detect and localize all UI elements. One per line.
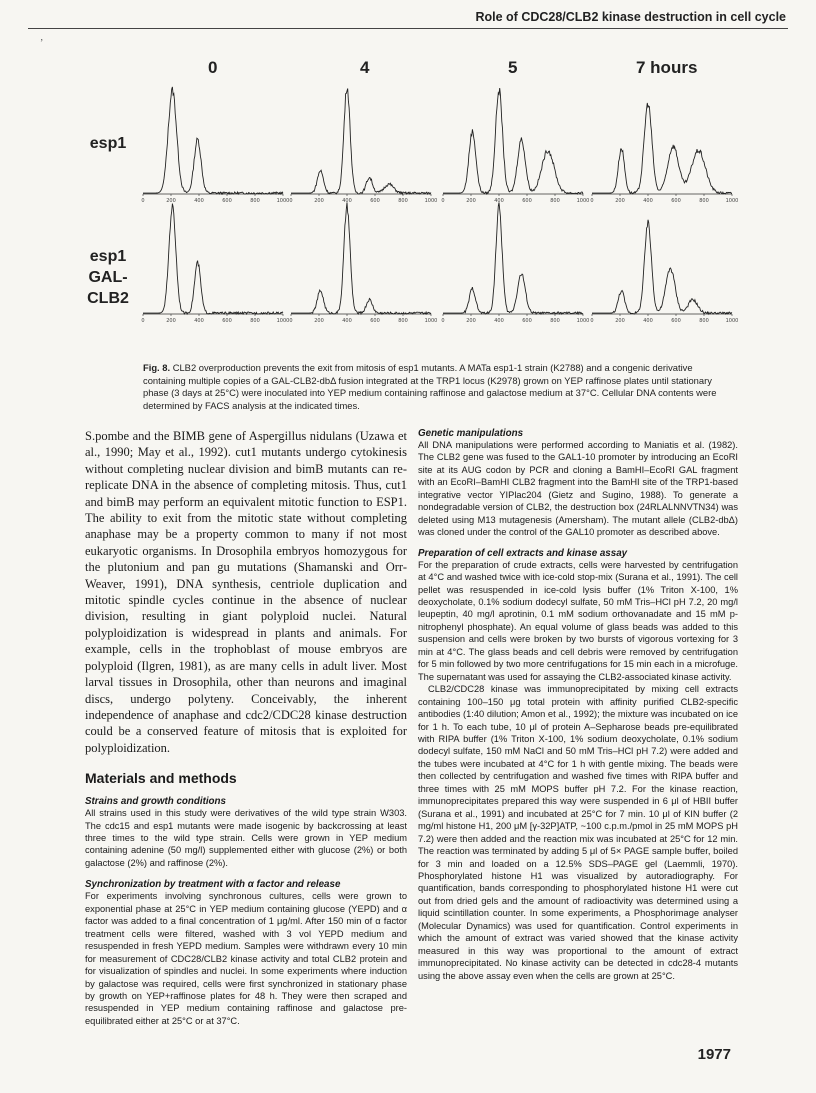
x-tick-label: 800 (398, 318, 408, 324)
x-tick-label: 800 (550, 318, 560, 324)
x-tick-label: 0 (590, 198, 594, 204)
section-title: Materials and methods (85, 770, 237, 787)
x-tick-label: 1000 (576, 318, 590, 324)
dna-content-curve (143, 204, 283, 314)
x-tick-label: 1000 (725, 198, 739, 204)
x-tick-label: 0 (441, 318, 445, 324)
left-column (85, 428, 407, 1027)
x-tick-label: 1000 (424, 198, 438, 204)
dna-content-curve (291, 89, 431, 195)
x-tick-label: 1000 (576, 198, 590, 204)
x-tick-label: 0 (289, 318, 293, 324)
page-number: 1977 (697, 1046, 731, 1063)
x-tick-label: 400 (342, 318, 352, 324)
x-tick-label: 1000 (424, 318, 438, 324)
x-tick-label: 600 (522, 198, 532, 204)
strains-text: All strains used in this study were derivatives of the wild type strain W303. The cdc15 and esp1 mutants were made isogenic by backcrossing at least three times to the wild type strain. Cells were grown in YEP medium containing adenine (50 mg/l) supplemented either with glucose (2%) or both galactose (2%) and raffinose (2%). (85, 808, 407, 868)
dna-content-curve (592, 220, 732, 314)
x-tick-label: 1000 (276, 198, 290, 204)
caption-text: CLB2 overproduction prevents the exit from mitosis of esp1 mutants. A MATa esp1-1 strain (K2788) and a congenic derivative containing multiple copies of a GAL-CLB2-dbΔ fusion integrated at the TRP1 locus (K2978) grown on YEP raffinose plates until stationary phase (3 days at 25°C) were inoculated into YEP medium containing raffinose and galactose medium at 37°C. Cellular DNA contents were determined by FACS analysis at the indicated times. (143, 362, 717, 411)
row-label-line: esp1 (89, 135, 127, 152)
x-tick-label: 0 (289, 198, 293, 204)
right-column (418, 428, 738, 982)
x-tick-label: 800 (699, 318, 709, 324)
facs-histogram-panel (289, 196, 438, 324)
col-header-7h: 7 hours (636, 58, 698, 77)
x-tick-label: 600 (522, 318, 532, 324)
x-tick-label: 400 (643, 198, 653, 204)
facs-histogram-panel (441, 76, 590, 204)
caption-label: Fig. 8. (143, 362, 171, 373)
x-tick-label: 600 (370, 198, 380, 204)
x-tick-label: 200 (615, 318, 625, 324)
x-tick-label: 600 (370, 318, 380, 324)
x-tick-label: 400 (194, 198, 204, 204)
subheading-synchronization: Synchronization by treatment with α factor and release (85, 879, 341, 891)
figure-caption (143, 362, 733, 412)
x-tick-label: 600 (222, 198, 232, 204)
x-tick-label: 200 (314, 318, 324, 324)
x-tick-label: 800 (550, 198, 560, 204)
x-tick-label: 200 (166, 318, 176, 324)
x-tick-label: 1000 (725, 318, 739, 324)
x-tick-label: 200 (166, 198, 176, 204)
extracts-text-1: For the preparation of crude extracts, cells were harvested by centrifugation at 4°C and washed twice with ice-cold stop-mix (Surana et al., 1991). The cell pellet was resuspended in ice-cold lysis buffer (1% Triton X-100, 1% deoxycholate, 0.1% sodium dodecyl sulfate, 50 mM Tris–HCl pH 7.2, 20 mg/l leupeptin, 40 mg/l aprotinin, 0.1 mM sodium orthovanadate and 15 mM p-nitrophenyl phosphate). An equal volume of glass beads was added to this suspension and cells were broken by two bursts of vigorous vortexing for 3 min at 4°C. The glass beads and cell debris were removed by centrifugation for 5 min followed by two more centrifugations for 15 min each in a microfuge. The supernatant was used for assaying the CLB2-associated kinase activity. (418, 559, 738, 682)
facs-histogram-panel (141, 76, 290, 204)
x-tick-label: 800 (699, 198, 709, 204)
x-tick-label: 800 (398, 198, 408, 204)
synchronization-text: For experiments involving synchronous cultures, cells were grown to exponential phase at 25°C in YEP medium containing glucose (YEPD) and α factor was added to a final concentration of 1 μg/ml. After 150 min of α factor treatment cells were filtered, washed with 3 vol YEPD medium and resuspended in fresh YEPD medium. Samples were withdrawn every 10 min for measurement of CDC28/CLB2 kinase activity and total CLB2 protein and for visualization of spindles and nuclei. In some experiments where induction by galactose was required, cells were first synchronized in stationary phase by growth on YEP+raffinose plates for 48 h. They were then scraped and resuspended in YEP medium containing raffinose and galactose pre-equilibrated either at 25°C or at 37°C. (85, 891, 407, 1026)
x-tick-label: 400 (342, 198, 352, 204)
facs-histogram-panel (441, 196, 590, 324)
row-label-line: GAL-CLB2 (87, 269, 129, 307)
running-title: Role of CDC28/CLB2 kinase destruction in cell cycle (475, 10, 786, 24)
x-tick-label: 600 (222, 318, 232, 324)
x-tick-label: 400 (494, 198, 504, 204)
extracts-text-2: CLB2/CDC28 kinase was immunoprecipitated by mixing cell extracts containing 100–150 μg total protein with affinity purified CLB2-specific antibodies (1:40 dilution; Amon et al., 1992); the mixture was incubated on ice for 1 h. To each tube, 10 μl of protein A–Sepharose beads pre-equilibrated with RIPA buffer (1% Triton X-100, 1% sodium deoxycholate, 0.1% sodium dodecyl sulfate, 150 mM NaCl and 50 mM Tris–HCl pH 7.2) were added and the tubes were incubated at 4°C for 1 h with gentle mixing. The beads were then collected by centrifugation and washed five times with RIPA buffer and three times with 25 mM MOPS buffer pH 7.2. For the kinase reaction, immunoprecipitates prepared this way were suspended in 6 μl of HBII buffer (Surana et al., 1991) and incubated at 25°C for 7 min. 10 μl of KIN buffer (2 mg/ml histone H1, 200 μM [γ-32P]ATP, ~100 c.p.m./pmol in 25 mM MOPS pH 7.2) were then added and the reaction mix was incubated at 25°C for 12 min. The reaction was terminated by adding 5 μl of 5× PAGE sample buffer, boiled for 3 min and loaded on a 12.5% SDS–PAGE gel (Laemmli, 1970). Phosphorylated histone H1 was visualized by autoradiography. For quantification, bands corresponding to phosphorylated histone H1 were cut out from dried gels and the amount of radioactivity was determined using a liquid scintillation counter. In some experiments, a Phosphorimage analyser (Molecular Dynamics) was used for quantification. Control experiments in which the amount of extract was varied showed that the kinase activity measured in this way was proportional to the amount of extract immunoprecipitated. No kinase activity can be detected in cdc28-4 mutants using the above assay even when the cells are grown at 25°C. (418, 684, 738, 981)
x-tick-label: 1000 (276, 318, 290, 324)
x-tick-label: 600 (671, 198, 681, 204)
x-tick-label: 800 (250, 198, 260, 204)
facs-histogram-panel (590, 196, 739, 324)
facs-histogram-panel (289, 76, 438, 204)
subheading-genetic: Genetic manipulations (418, 428, 524, 439)
dna-content-curve (592, 103, 732, 194)
col-header-4: 4 (360, 58, 370, 77)
x-tick-label: 200 (466, 198, 476, 204)
row-label-esp1-gal-clb2 (73, 246, 143, 309)
dna-content-curve (143, 87, 283, 194)
header-rule (28, 28, 788, 29)
x-tick-label: 400 (643, 318, 653, 324)
x-tick-label: 0 (590, 318, 594, 324)
x-tick-label: 0 (441, 198, 445, 204)
dna-content-curve (291, 202, 431, 314)
x-tick-label: 400 (194, 318, 204, 324)
x-tick-label: 400 (494, 318, 504, 324)
col-header-5: 5 (508, 58, 518, 77)
x-tick-label: 200 (466, 318, 476, 324)
intro-paragraph: S.pombe and the BIMB gene of Aspergillus nidulans (Uzawa et al., 1990; May et al., 1992). cut1 mutants undergo cytokinesis without completing nuclear division and bimB mutants can re-replicate DNA in the absence of completing mitosis. Thus, cut1 and bimB may perform an equivalent mitotic function to ESP1. The ability to exit from the mitotic state without completing anaphase may be a property common to many if not most eukaryotic organisms. In Drosophila embryos homozygous for the plutonium and pan gu mutations (Shamanski and Orr-Weaver, 1991), DNA synthesis, centriole duplication and mitotic spindle cycles continue in the absence of nuclear division, resulting in giant polyploid nuclei. Natural polyploidization is widespread in plants and animals. For example, cells in the trophoblast of mouse embryos are polyploid (Ilgren, 1981), as are many cells in adult liver. Most larval tissues in Drosophila, other than neurons and imaginal discs, undergo polyteny. Conceivably, the inherent independence of anaphase and cdc2/CDC28 kinase destruction could be a conserved feature of mitosis that is exploited for polyploidization. (85, 429, 407, 755)
dna-content-curve (443, 202, 583, 314)
x-tick-label: 800 (250, 318, 260, 324)
subheading-strains: Strains and growth conditions (85, 796, 226, 808)
x-tick-label: 0 (141, 318, 145, 324)
facs-histogram-panel (141, 196, 290, 324)
row-label-line: esp1 (89, 248, 127, 265)
x-tick-label: 0 (141, 198, 145, 204)
facs-histogram-panel (590, 76, 739, 204)
x-tick-label: 600 (671, 318, 681, 324)
dna-content-curve (443, 88, 583, 194)
row-label-esp1 (83, 133, 133, 154)
subheading-extracts: Preparation of cell extracts and kinase assay (418, 547, 628, 559)
x-tick-label: 200 (615, 198, 625, 204)
genetic-text: All DNA manipulations were performed according to Maniatis et al. (1982). The CLB2 gene was fused to the GAL1-10 promoter by introducing an EcoRI site at its AUG codon by PCR and cloning a BamHI–EcoRI GAL fragment with an EcoRI–BamHI CLB2 fragment into the BamHI site of the TRP1-based integrative vector YIPlac204 (Gietz and Sugino, 1988). To generate a nondegradable version of CLB2, the destruction box (24RLALNNVTN34) was deleted using M13 mutagenesis (Amersham). The mutant allele (CLB2-dbΔ) was cloned under the control of the GAL10 promoter as described above. (418, 440, 738, 538)
corner-mark: ‚ (40, 32, 44, 43)
col-header-0: 0 (208, 58, 218, 77)
x-tick-label: 200 (314, 198, 324, 204)
